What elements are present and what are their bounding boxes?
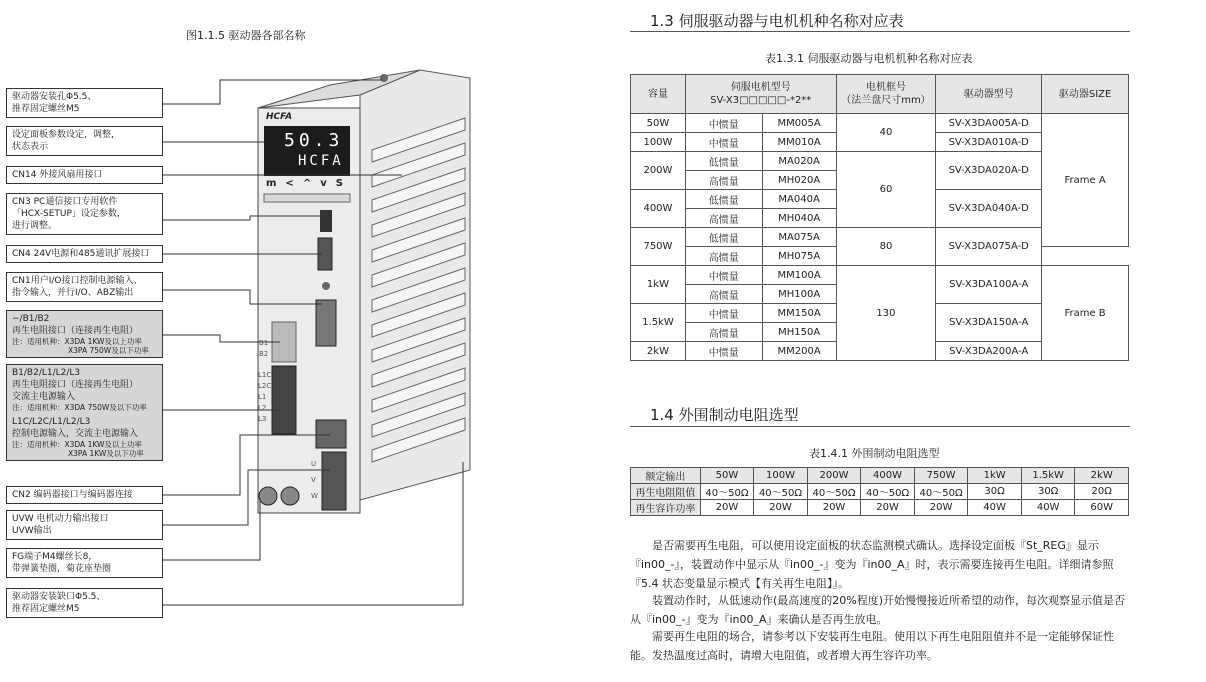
cell: 40～50Ω xyxy=(754,484,808,500)
cell: 40～50Ω xyxy=(914,484,968,500)
cell: SV-X3DA005A-D xyxy=(936,114,1042,133)
section-1-4-title: 1.4 外围制动电阻选型 xyxy=(650,406,799,424)
callout-text: UVW 电机动力输出接口 xyxy=(12,514,109,524)
callout-text: CN14 外接风扇用接口 xyxy=(12,170,103,180)
callout-mount-hole xyxy=(6,88,163,118)
terminal-label: B1 xyxy=(259,339,269,347)
callout-cn4 xyxy=(6,245,163,263)
cell: 60 xyxy=(836,152,936,228)
cell: 40W xyxy=(1021,500,1075,516)
callout-text: 控制电源输入，交流主电源输入 xyxy=(12,429,139,439)
callout-text: CN2 编码器接口与编码器连接 xyxy=(12,490,133,500)
cell: 1kW xyxy=(631,266,686,304)
cell: 40～50Ω xyxy=(700,484,754,500)
brand-logo: HCFA xyxy=(266,112,293,122)
header-cell: 电机框号 （法兰盘尺寸mm） xyxy=(836,75,936,114)
down-button[interactable]: v xyxy=(320,178,327,189)
cell: 40～50Ω xyxy=(807,484,861,500)
callout-text: 交流主电源输入 xyxy=(12,392,76,402)
terminal-label: L1C xyxy=(258,371,272,379)
callout-setting-panel xyxy=(6,126,163,156)
callout-text: −/B1/B2 xyxy=(12,314,50,324)
paragraph: 装置动作时，从低速动作(最高速度的20%程度)开始慢慢接近所希望的动作，每次观察显示值是否从『in00_-』变为『in00_A』来确认是否再生放电。 xyxy=(630,594,1126,626)
cell: MH020A xyxy=(762,171,836,190)
cell: 2kW xyxy=(1075,468,1129,484)
cell: 高惯量 xyxy=(685,247,762,266)
terminal-labels-regen xyxy=(259,338,268,360)
cell: MA040A xyxy=(762,190,836,209)
cell: 100W xyxy=(754,468,808,484)
table-row xyxy=(631,114,1129,133)
header-cell: 驱动器型号 xyxy=(936,75,1042,114)
cell: 1.5kW xyxy=(1021,468,1075,484)
callout-text: 再生电阻接口（连接再生电阻） xyxy=(12,380,139,390)
seven-seg-top: 50.3 xyxy=(284,130,344,151)
cell: 50W xyxy=(700,468,754,484)
cell: 100W xyxy=(631,133,686,152)
table-header-row xyxy=(631,468,1129,484)
main-power-terminal xyxy=(272,366,296,434)
cell: MM200A xyxy=(762,342,836,361)
cell: 额定输出 xyxy=(631,468,701,484)
fg-screw-1 xyxy=(259,487,277,505)
cell: SV-X3DA010A-D xyxy=(936,133,1042,152)
callout-text: 驱动器安装缺口Φ5.5、 xyxy=(12,592,106,602)
cell: MM100A xyxy=(762,266,836,285)
cell: SV-X3DA150A-A xyxy=(936,304,1042,342)
cell: 20W xyxy=(914,500,968,516)
cell: MH075A xyxy=(762,247,836,266)
cell: 200W xyxy=(807,468,861,484)
cell: 130 xyxy=(836,266,936,361)
cell: SV-X3DA040A-D xyxy=(936,190,1042,228)
cell: SV-X3DA075A-D xyxy=(936,228,1042,266)
cell: 中惯量 xyxy=(685,114,762,133)
seven-seg-bottom: HCFA xyxy=(298,153,344,169)
callout-note: X3PA 1KW及以下功率 xyxy=(68,449,144,458)
callout-text: 进行调整。 xyxy=(12,221,58,231)
cell: 400W xyxy=(861,468,915,484)
callout-text: CN4 24V电源和485通讯扩展接口 xyxy=(12,249,150,259)
callout-text: 推荐固定螺丝M5 xyxy=(12,604,80,614)
cell: 中惯量 xyxy=(685,342,762,361)
paragraph: 是否需要再生电阻，可以使用设定面板的状态监测模式确认。选择设定面板『St_REG』显示『in00_-』，装置动作中显示从『in00_-』变为『in00_A』时，表示需要连接再生电阻。详细请参照『5.4 状态变量显示模式【有关再生电阻】』。 xyxy=(630,539,1114,590)
callout-main-power xyxy=(6,364,163,461)
terminal-label: L2 xyxy=(258,404,267,412)
cell: 高惯量 xyxy=(685,171,762,190)
cell: 低惯量 xyxy=(685,152,762,171)
cell: 40W xyxy=(968,500,1022,516)
section-1-3-title: 1.3 伺服驱动器与电机机种名称对应表 xyxy=(650,12,904,30)
callout-text: 状态表示 xyxy=(12,142,49,152)
brake-resistor-table xyxy=(630,467,1129,516)
callout-text: L1C/L2C/L1/L2/L3 xyxy=(12,417,91,427)
callout-text: 设定面板参数设定，调整， xyxy=(12,130,121,140)
callout-text: 「HCX-SETUP」设定参数， xyxy=(12,209,126,219)
callout-note: 注：适用机种：X3DA 1KW及以上功率 xyxy=(12,440,142,449)
figure-caption: 图1.1.5 驱动器各部名称 xyxy=(186,29,306,42)
cell: 30Ω xyxy=(1021,484,1075,500)
cell: 20W xyxy=(700,500,754,516)
cell: 400W xyxy=(631,190,686,228)
cell: 中惯量 xyxy=(685,304,762,323)
cell: Frame B xyxy=(1042,266,1129,361)
callout-text: 带弹簧垫圈，菊花座垫圈 xyxy=(12,564,112,574)
cell: MA075A xyxy=(762,228,836,247)
callout-regen-b1b2 xyxy=(6,310,163,358)
callout-cn1 xyxy=(6,272,163,302)
cn1-port[interactable] xyxy=(316,300,336,346)
cell: 高惯量 xyxy=(685,285,762,304)
callout-text: B1/B2/L1/L2/L3 xyxy=(12,368,81,378)
terminal-labels-main xyxy=(258,370,271,425)
callout-text: 指令输入，并行I/O、ABZ输出 xyxy=(12,288,134,298)
table-row xyxy=(631,484,1129,500)
cell: SV-X3DA020A-D xyxy=(936,152,1042,190)
cn2-port[interactable] xyxy=(316,420,346,448)
header-cell: 驱动器SIZE xyxy=(1042,75,1129,114)
cell: 再生容许功率 xyxy=(631,500,701,516)
callout-mount-notch xyxy=(6,588,163,618)
cell: 中惯量 xyxy=(685,133,762,152)
cell: 再生电阻阻值 xyxy=(631,484,701,500)
fg-screw-2 xyxy=(281,487,299,505)
callout-text: CN1用户I/O接口控制电源输入、 xyxy=(12,276,143,286)
panel-buttons xyxy=(266,178,343,189)
cell: 50W xyxy=(631,114,686,133)
cell: 2kW xyxy=(631,342,686,361)
callout-fg-terminal xyxy=(6,548,163,578)
cell: 20W xyxy=(861,500,915,516)
cell: MA020A xyxy=(762,152,836,171)
section-divider xyxy=(630,426,1130,427)
cell: MM005A xyxy=(762,114,836,133)
terminal-label: L2C xyxy=(258,382,272,390)
callout-note: 注：适用机种：X3DA 750W及以下功率 xyxy=(12,403,147,412)
cell: 60W xyxy=(1075,500,1129,516)
header-cell: 容量 xyxy=(631,75,686,114)
header-cell: 伺服电机型号 SV-X3□□□□□-*2** xyxy=(685,75,836,114)
table-row xyxy=(631,500,1129,516)
callout-text: FG端子M4螺丝长8， xyxy=(12,552,98,562)
cell: 1kW xyxy=(968,468,1022,484)
cell: SV-X3DA200A-A xyxy=(936,342,1042,361)
cell: 750W xyxy=(914,468,968,484)
cell: 20W xyxy=(807,500,861,516)
cell: 高惯量 xyxy=(685,209,762,228)
callout-text: 再生电阻接口（连接再生电阻） xyxy=(12,326,139,336)
shift-button[interactable]: < xyxy=(285,178,294,189)
set-button[interactable]: S xyxy=(335,178,343,189)
paragraph: 需要再生电阻的场合，请参考以下安装再生电阻。使用以下再生电阻阻值并不是一定能够保证性能。发热温度过高时，请增大电阻值，或者增大再生容许功率。 xyxy=(630,630,1114,662)
motor-driver-table xyxy=(630,74,1129,361)
cell: 40～50Ω xyxy=(861,484,915,500)
cell: 40 xyxy=(836,114,936,152)
terminal-label: B2 xyxy=(259,350,269,358)
cell: Frame A xyxy=(1042,114,1129,247)
callout-uvw xyxy=(6,510,163,540)
callout-text: CN3 PC通信接口专用软件 xyxy=(12,197,118,207)
cell: 80 xyxy=(836,228,936,266)
callout-note: 注：适用机种：X3DA 1KW及以上功率 xyxy=(12,337,142,346)
terminal-labels-uvw xyxy=(311,456,318,504)
terminal-label: V xyxy=(311,476,316,484)
cell: 20W xyxy=(754,500,808,516)
up-button[interactable]: ^ xyxy=(302,178,312,189)
table-1-3-1-caption: 表1.3.1 伺服驱动器与电机机种名称对应表 xyxy=(765,52,973,65)
section-divider xyxy=(630,31,1130,32)
cell: MH150A xyxy=(762,323,836,342)
cell: 1.5kW xyxy=(631,304,686,342)
terminal-label: U xyxy=(311,460,317,468)
table-row xyxy=(631,266,1129,285)
cell: 低惯量 xyxy=(685,228,762,247)
terminal-label: L1 xyxy=(258,393,267,401)
callout-text: 推荐固定螺丝M5 xyxy=(12,104,80,114)
callout-cn3 xyxy=(6,193,163,235)
cell: 30Ω xyxy=(968,484,1022,500)
callout-cn2 xyxy=(6,486,163,504)
cell: MH040A xyxy=(762,209,836,228)
cell: MM010A xyxy=(762,133,836,152)
cell: 中惯量 xyxy=(685,266,762,285)
table-1-4-1-caption: 表1.4.1 外围制动电阻选型 xyxy=(809,447,940,460)
callout-note: X3PA 750W及以下功率 xyxy=(68,346,149,355)
cell: MH100A xyxy=(762,285,836,304)
mode-button[interactable]: m xyxy=(266,178,277,189)
cell: 低惯量 xyxy=(685,190,762,209)
callout-text: 驱动器安装孔Φ5.5、 xyxy=(12,92,97,102)
uvw-terminal xyxy=(322,452,346,510)
callout-text: UVW输出 xyxy=(12,526,52,536)
cn3-port[interactable] xyxy=(320,210,332,232)
terminal-label: L3 xyxy=(258,415,267,423)
cell: 20Ω xyxy=(1075,484,1129,500)
cell: 200W xyxy=(631,152,686,190)
cell: 750W xyxy=(631,228,686,266)
terminal-label: W xyxy=(311,492,318,500)
callout-cn14 xyxy=(6,166,163,184)
cell: MM150A xyxy=(762,304,836,323)
table-header-row xyxy=(631,75,1129,114)
cell: 高惯量 xyxy=(685,323,762,342)
cell: SV-X3DA100A-A xyxy=(936,266,1042,304)
